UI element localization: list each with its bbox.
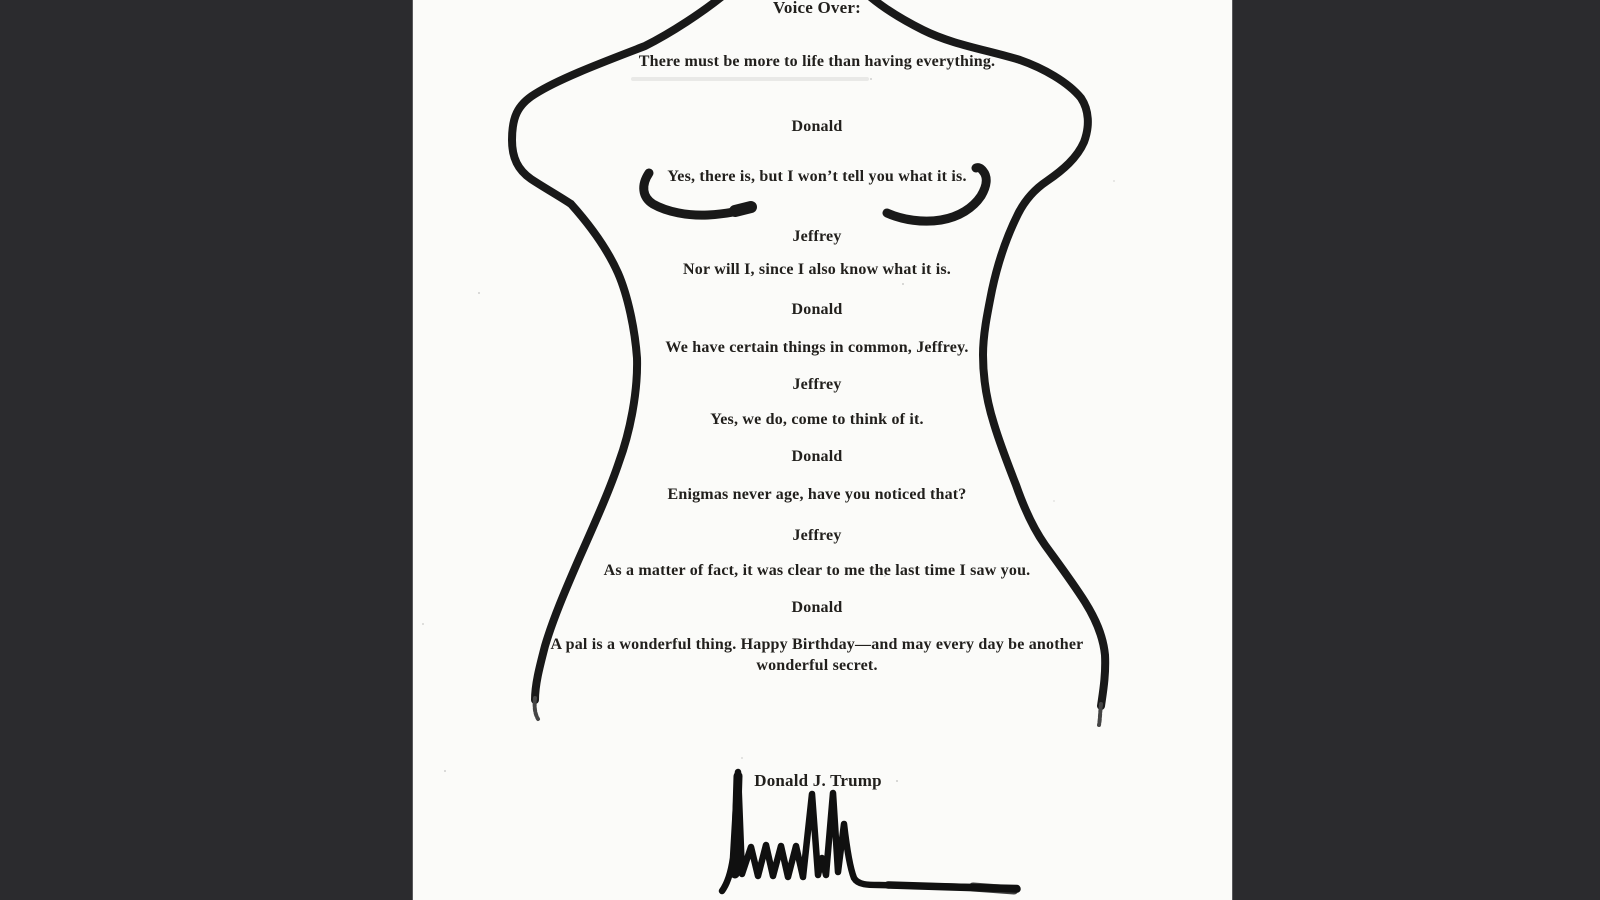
dialogue-line: We have certain things in common, Jeffrey. — [665, 339, 969, 356]
speaker-name: Jeffrey — [792, 376, 842, 393]
speaker-name: Donald — [791, 448, 843, 465]
dialogue-line: Yes, there is, but I won’t tell you what it is. — [667, 168, 967, 185]
speaker-name: Donald — [791, 301, 843, 318]
dialogue-line: A pal is a wonderful thing. Happy Birthday—and may every day be another — [550, 636, 1084, 653]
script-text-column — [413, 0, 1221, 900]
speaker-name: Donald — [791, 599, 843, 616]
speaker-name: Jeffrey — [792, 228, 842, 245]
speaker-name: Donald — [791, 118, 843, 135]
dialogue-line: Yes, we do, come to think of it. — [710, 411, 924, 428]
dialogue-line: wonderful secret. — [756, 657, 878, 674]
document-page — [412, 0, 1233, 900]
signoff-name: Donald J. Trump — [754, 771, 882, 790]
dialogue-line: There must be more to life than having everything. — [638, 53, 996, 70]
dialogue-line: Enigmas never age, have you noticed that? — [667, 486, 967, 503]
dialogue-line: As a matter of fact, it was clear to me the last time I saw you. — [603, 562, 1031, 579]
voice-over-label: Voice Over: — [773, 0, 861, 17]
speaker-name: Jeffrey — [792, 527, 842, 544]
dialogue-line: Nor will I, since I also know what it is. — [683, 261, 951, 278]
